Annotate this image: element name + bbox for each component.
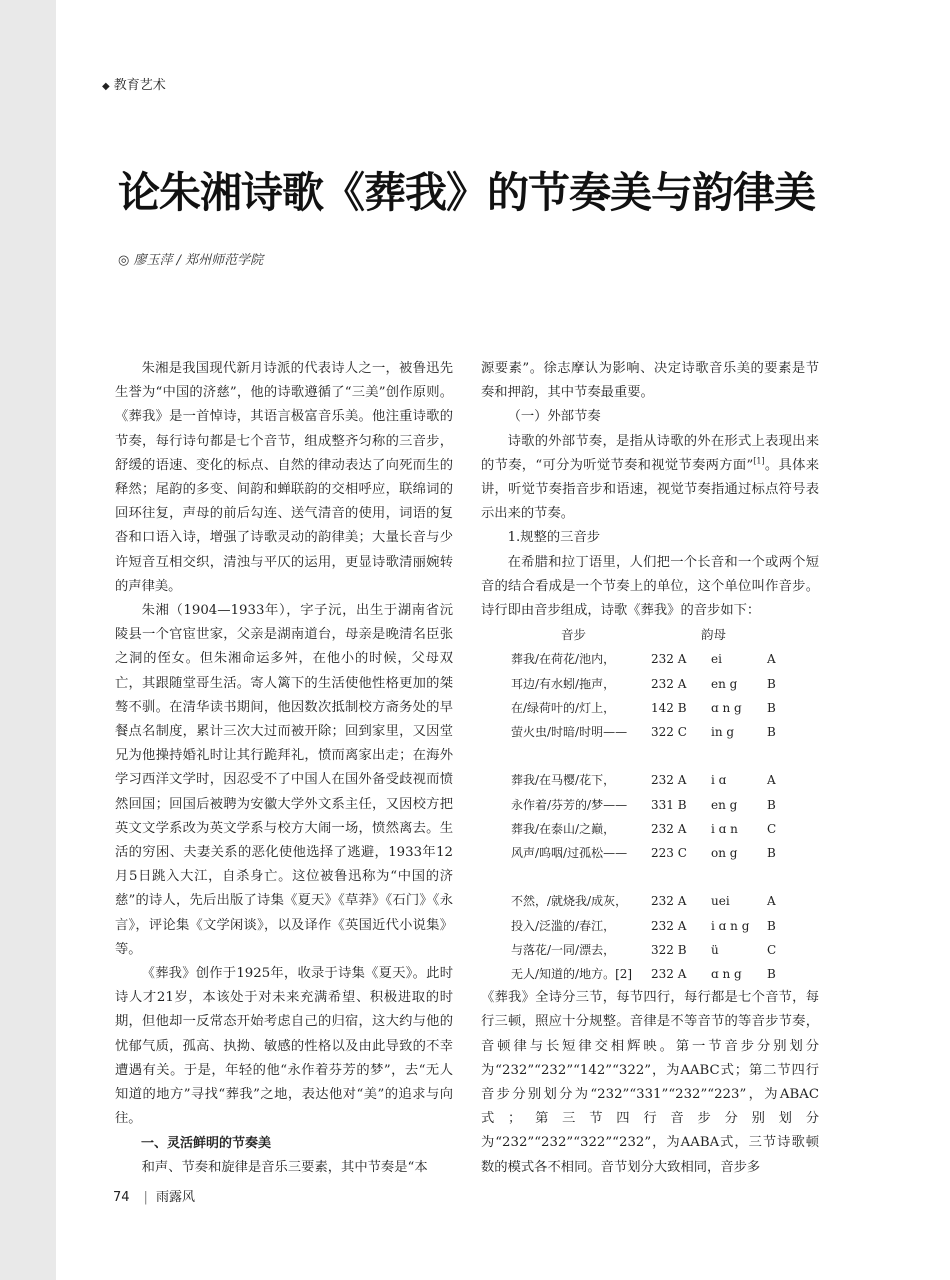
step-pattern: 322 B [651, 942, 687, 957]
section-label [102, 74, 166, 93]
rhyme-vowel: in g [711, 725, 735, 740]
article-title: 论朱湘诗歌《葬我》的节奏美与韵律美 [118, 168, 816, 217]
rhyme-vowel: ü [711, 942, 719, 957]
stanza-gap [481, 865, 819, 889]
subheading: （一）外部节奏 [507, 409, 601, 425]
page-number: 74 [113, 1190, 130, 1205]
poem-line: 葬我/在马樱/花下， [511, 773, 616, 788]
rhyme-vowel: ei [711, 652, 722, 667]
paragraph: 在希腊和拉丁语里，人们把一个长音和一个或两个短音的结合看成是一个节奏上的单位，这个单位叫作音步。诗行即由音步组成，诗歌《葬我》的音步如下： [481, 554, 819, 619]
rhyme-vowel: en g [711, 676, 738, 691]
right-column [481, 357, 819, 1180]
section-heading: 一、灵活鲜明的节奏美 [141, 1135, 272, 1151]
paragraph-text: 。具体来讲，听觉节奏指音步和语速，视觉节奏指通过标点符号表示出来的节奏。 [481, 457, 819, 522]
poem-line: 耳边/有水蚓/拖声， [511, 676, 616, 691]
rhyme-type: B [767, 700, 776, 715]
poem-line: 葬我/在荷花/池内， [511, 652, 616, 667]
stanza-gap [481, 744, 819, 768]
rhyme-vowel: i ɑ n g [711, 918, 750, 933]
subheading: 1.规整的三音步 [507, 530, 601, 546]
rhyme-vowel: ɑ n g [711, 967, 742, 982]
paragraph: 《葬我》全诗分三节，每节四行，每行都是七个音节，每行三顿，照应十分规整。音律是不等音节的等音步节奏，音顿律与长短律交相辉映。第一节音步分别划分为“232”“232”“142”“322”，为AABC式；第二节四行音步分别划分为“232”“331”“232”“223”，为ABAC式；第三节四行音步分别划分为“232”“232”“322”“232”，为AABA式，三节诗歌顿数的模式各不相同。音节划分大致相同，音步多 [481, 990, 819, 1175]
poem-line: 无人/知道的/地方。[2] [511, 967, 633, 982]
rhyme-row [481, 962, 819, 986]
citation: [1] [753, 456, 765, 466]
step-pattern: 331 B [651, 797, 687, 812]
rhyme-vowel: i ɑ [711, 773, 727, 788]
rhyme-type: A [767, 652, 776, 667]
rhyme-type: B [767, 967, 776, 982]
rhyme-row [481, 768, 819, 792]
poem-line: 投入/泛滥的/春江， [511, 918, 616, 933]
rhyme-row [481, 938, 819, 962]
step-pattern: 322 C [651, 725, 687, 740]
rhyme-table-header [481, 623, 819, 647]
rhyme-row [481, 672, 819, 696]
step-pattern: 232 A [651, 918, 687, 933]
step-pattern: 232 A [651, 894, 687, 909]
rhyme-type: C [767, 942, 777, 957]
step-pattern: 232 A [651, 652, 687, 667]
page-margin-strip [0, 0, 56, 1280]
author-line: ◎ 廖玉萍 / 郑州师范学院 [118, 253, 264, 268]
journal-name: 雨露风 [155, 1190, 195, 1205]
paragraph: 《葬我》创作于1925年，收录于诗集《夏天》。此时诗人才21岁，本该处于对未来充满希望、积极进取的时期，但他却一反常态开始考虑自己的归宿，这大约与他的忧郁气质，孤高、执拗、敏感的性格以及由此导致的不幸遭遇有关。于是，年轻的他“永作着芬芳的梦”，去“无人知道的地方”寻找“葬我”之地，表达他对“美”的追求与向往。 [115, 966, 453, 1127]
step-pattern: 142 B [651, 700, 687, 715]
paragraph-text: 诗歌的外部节奏，是指从诗歌的外在形式上表现出来的节奏，“可分为听觉节奏和视觉节奏两方面” [481, 433, 819, 473]
rhyme-row [481, 696, 819, 720]
step-pattern: 232 A [651, 676, 687, 691]
rhyme-type: B [767, 797, 776, 812]
rhyme-type: A [767, 773, 776, 788]
poem-line: 永作着/芬芳的/梦—— [511, 797, 628, 812]
paragraph: 朱湘（1904—1933年），字子沅，出生于湖南省沅陵县一个官宦世家，父亲是湖南道台，母亲是晚清名臣张之洞的侄女。但朱湘命运多舛，在他小的时候，父母双亡，其跟随堂哥生活。寄人篱下的生活使他性格更加的桀骜不驯。在清华读书期间，他因数次抵制校方斋务处的早餐点名制度，累计三次大过而被开除；回到家里，又因堂兄为他操持婚礼时让其行跪拜礼，愤而离家出走；在海外学习西洋文学时，因忍受不了中国人在国外备受歧视而愤然回国；回国后被聘为安徽大学外文系主任，又因校方把英文文学系改为英文学系与校方大闹一场，愤然离去。生活的穷困、夫妻关系的恶化使他选择了逃避，1933年12月5日跳入大江，自杀身亡。这位被鲁迅称为“中国的济慈”的诗人，先后出版了诗集《夏天》《草莽》《石门》《永言》，评论集《文学闲谈》，以及译作《英国近代小说集》等。 [115, 603, 453, 957]
rhyme-table [481, 647, 819, 986]
poem-line: 不然，/就烧我/成灰， [511, 894, 628, 909]
rhyme-row [481, 817, 819, 841]
rhyme-vowel: ɑ n g [711, 700, 742, 715]
paragraph: 源要素”。徐志摩认为影响、决定诗歌音乐美的要素是节奏和押韵，其中节奏最重要。 [481, 361, 819, 401]
step-pattern: 232 A [651, 967, 687, 982]
rhyme-vowel: en g [711, 797, 738, 812]
rhyme-vowel: on g [711, 846, 738, 861]
rhyme-row [481, 889, 819, 913]
rhyme-type: B [767, 676, 776, 691]
step-pattern: 232 A [651, 821, 687, 836]
poem-line: 在/绿荷叶的/灯上， [511, 700, 616, 715]
rhyme-vowel: uei [711, 894, 730, 909]
poem-line: 与落花/一同/漂去， [511, 942, 616, 957]
rhyme-row [481, 720, 819, 744]
poem-line: 风声/呜咽/过孤松—— [511, 846, 628, 861]
rhyme-row [481, 647, 819, 671]
rhyme-type: B [767, 846, 776, 861]
diamond-icon: ◆ [102, 81, 110, 92]
paragraph [481, 430, 819, 527]
rhyme-type: B [767, 725, 776, 740]
page-footer [113, 1186, 195, 1205]
rhyme-row [481, 841, 819, 865]
left-column [115, 357, 453, 1180]
paragraph: 朱湘是我国现代新月诗派的代表诗人之一，被鲁迅先生誉为“中国的济慈”，他的诗歌遵循了“三美”创作原则。《葬我》是一首悼诗，其语言极富音乐美。他注重诗歌的节奏，每行诗句都是七个音节，组成整齐匀称的三音步，舒缓的语速、变化的标点、自然的律动表达了向死而生的释然；尾韵的多变、间韵和蝉联韵的交相呼应，联绵词的回环往复，声母的前后勾连、送气清音的使用，词语的复沓和口语入诗，增强了诗歌灵动的韵律美；大量长音与少许短音互相交织，清浊与平仄的运用，更显诗歌清丽婉转的声律美。 [115, 361, 453, 594]
rhyme-type: B [767, 918, 776, 933]
header-step: 音步 [561, 627, 587, 643]
poem-line: 葬我/在泰山/之巅， [511, 821, 616, 836]
section-name: 教育艺术 [113, 78, 166, 93]
rhyme-vowel: i ɑ n [711, 821, 738, 836]
header-rhyme: 韵母 [701, 627, 727, 643]
step-pattern: 223 C [651, 846, 687, 861]
poem-line: 萤火虫/时暗/时明—— [511, 725, 628, 740]
paragraph: 和声、节奏和旋律是音乐三要素，其中节奏是“本 [141, 1159, 428, 1175]
rhyme-type: A [767, 894, 776, 909]
rhyme-row [481, 914, 819, 938]
rhyme-row [481, 793, 819, 817]
rhyme-type: C [767, 821, 777, 836]
divider: | [143, 1190, 148, 1205]
step-pattern: 232 A [651, 773, 687, 788]
